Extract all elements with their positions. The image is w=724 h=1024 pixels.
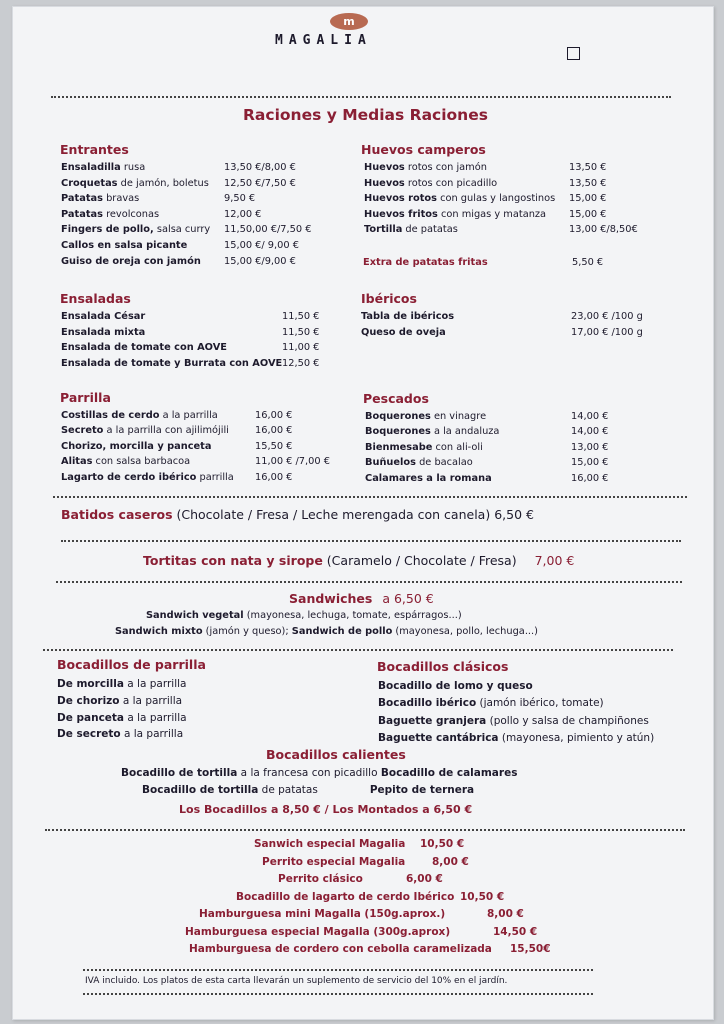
divider — [83, 993, 593, 995]
batidos-price: 6,50 € — [490, 507, 534, 522]
item-price: 15,50 € — [255, 440, 293, 452]
sandwiches-heading: Sandwiches — [289, 591, 373, 606]
menu-item — [61, 178, 209, 189]
item-name: Fingers de pollo, — [61, 224, 154, 236]
menu-item — [365, 457, 473, 468]
item-desc: a la parrilla con ajilimójili — [103, 425, 229, 437]
menu-item — [61, 240, 187, 251]
menu-item — [365, 473, 492, 484]
item-price: 13,50 €/8,00 € — [224, 162, 296, 173]
tortitas-line — [143, 553, 574, 568]
item-price: 13,50 € — [569, 162, 607, 173]
item-desc: en vinagre — [430, 411, 487, 422]
item-price: 15,00 € — [571, 457, 609, 469]
item-price: 11,50 € — [282, 326, 320, 338]
item-name: De chorizo — [57, 694, 120, 707]
item-price: 11,00 € /7,00 € — [255, 456, 330, 468]
item-price: 15,00 € — [569, 208, 607, 220]
divider — [53, 496, 687, 498]
item-name: Bocadillo ibérico — [378, 697, 477, 710]
item-price: 12,50 €/7,50 € — [224, 177, 296, 189]
especial-price: 6,00 € — [406, 873, 443, 885]
item-price: 11,50 € — [282, 311, 320, 322]
item-name: Costillas de cerdo — [61, 410, 160, 421]
menu-item — [378, 697, 604, 709]
huevos-heading: Huevos camperos — [361, 142, 486, 157]
item-price: 17,00 € /100 g — [571, 326, 643, 338]
parrilla-heading: Parrilla — [60, 390, 111, 405]
menu-item — [364, 178, 497, 189]
item-desc: de bacalao — [415, 457, 473, 469]
tortitas-name: Tortitas con nata y sirope — [143, 553, 323, 568]
menu-item — [61, 358, 282, 369]
item-desc: a la andaluza — [430, 426, 500, 438]
boc-parrilla-heading: Bocadillos de parrilla — [57, 657, 206, 672]
ensaladas-heading: Ensaladas — [60, 291, 131, 306]
item-name: Alitas — [61, 456, 93, 468]
menu-item — [61, 311, 145, 322]
item-name: Bocadillo de lomo y queso — [378, 680, 533, 692]
menu-item — [57, 728, 183, 740]
menu-item — [61, 425, 229, 436]
brand-name: MAGALIA — [275, 33, 372, 48]
item-desc: rusa — [120, 162, 146, 173]
ibericos-heading: Ibéricos — [361, 291, 417, 306]
divider — [61, 540, 681, 542]
menu-item — [57, 678, 186, 690]
item-name: Bienmesabe — [365, 441, 433, 453]
item-price: 11,00 € — [282, 342, 320, 354]
item-name: Patatas — [61, 193, 103, 205]
especial-price: 10,50 € — [460, 890, 505, 903]
item-price: 16,00 € — [255, 471, 293, 483]
sandwich-mixto-pollo: Sandwich mixto (jamón y queso); Sandwich de pollo (mayonesa, pollo, lechuga...) — [115, 626, 538, 637]
tortitas-desc: (Caramelo / Chocolate / Fresa) — [322, 553, 517, 568]
menu-item — [364, 162, 487, 173]
item-name: De secreto — [57, 728, 121, 741]
item-desc: revolconas — [102, 208, 160, 220]
item-desc: de patatas — [402, 224, 458, 236]
item-name: Tabla de ibéricos — [361, 311, 455, 322]
item-price: 12,50 € — [282, 357, 320, 369]
menu-item — [61, 209, 159, 220]
item-price: 13,00 €/8,50€ — [569, 224, 638, 236]
menu-item — [364, 193, 555, 204]
item-name: Boquerones — [365, 411, 431, 422]
item-desc: de jamón, boletus — [117, 177, 209, 189]
menu-item — [61, 327, 145, 338]
menu-item — [61, 410, 218, 421]
especial-price: 15,50€ — [510, 943, 551, 955]
item-name: Patatas — [61, 208, 103, 220]
menu-item — [61, 472, 234, 483]
footer-note: IVA incluido. Los platos de esta carta llevarán un suplemento de servicio del 10% en el jardín. — [85, 976, 508, 986]
especial-price: 8,00 € — [487, 908, 524, 920]
batidos-line — [61, 507, 534, 522]
bocadillos-prices: Los Bocadillos a 8,50 € / Los Montados a 6,50 € — [179, 803, 473, 816]
item-desc: a la parrilla — [119, 694, 183, 707]
item-price: 15,00 €/9,00 € — [224, 255, 296, 267]
sandwich-vegetal: Sandwich vegetal (mayonesa, lechuga, tomate, espárragos...) — [146, 610, 462, 621]
item-desc: rotos con picadillo — [404, 177, 498, 189]
item-name: Buñuelos — [365, 457, 416, 469]
item-desc: parrilla — [196, 471, 234, 483]
item-name: Ensalada de tomate con AOVE — [61, 342, 227, 354]
menu-item — [378, 715, 649, 727]
boc-calientes-line1: Bocadillo de tortilla a la francesa con picadillo Bocadillo de calamares — [121, 767, 518, 779]
item-price: 16,00 € — [255, 425, 293, 437]
menu-item — [378, 732, 654, 744]
menu-item — [57, 695, 182, 707]
item-name: Baguette cantábrica — [378, 732, 499, 745]
entrantes-heading: Entrantes — [60, 142, 129, 157]
item-name: Secreto — [61, 425, 104, 437]
item-name: Ensaladilla — [61, 162, 121, 173]
item-name: Lagarto de cerdo ibérico — [61, 471, 197, 483]
item-desc: a la parrilla — [124, 711, 187, 724]
item-name: Huevos fritos — [364, 208, 438, 220]
menu-item — [61, 256, 201, 267]
especial-label: Perrito clásico — [278, 873, 363, 885]
menu-item — [364, 224, 458, 235]
item-desc: con gulas y langostinos — [436, 193, 556, 205]
batidos-name: Batidos caseros — [61, 507, 173, 522]
item-name: Chorizo, morcilla y panceta — [61, 440, 212, 452]
sandwiches-line — [289, 591, 434, 606]
item-price: 14,00 € — [571, 411, 609, 422]
item-price: 13,00 € — [571, 441, 609, 453]
checkbox-icon[interactable] — [567, 47, 580, 60]
item-desc: a la parrilla — [120, 728, 184, 741]
especial-price: 8,00 € — [432, 855, 469, 868]
menu-item — [361, 327, 446, 338]
sandwiches-price: a 6,50 € — [382, 591, 434, 606]
item-desc: rotos con jamón — [404, 162, 487, 173]
menu-item — [365, 411, 486, 422]
item-name: Queso de oveja — [361, 326, 446, 338]
divider — [45, 829, 685, 831]
item-price: 12,00 € — [224, 208, 262, 220]
menu-item — [361, 311, 454, 322]
page-title: Raciones y Medias Raciones — [243, 106, 488, 124]
menu-item — [61, 193, 139, 204]
item-desc: (mayonesa, pimiento y atún) — [498, 732, 655, 745]
item-desc: bravas — [102, 193, 140, 205]
tortitas-price: 7,00 € — [534, 553, 575, 568]
item-price: 14,00 € — [571, 426, 609, 438]
item-price: 15,00 €/ 9,00 € — [224, 240, 299, 251]
magalia-logo: m — [330, 13, 368, 30]
item-desc: salsa curry — [153, 224, 211, 236]
item-price: 15,00 € — [569, 193, 607, 205]
item-name: Guiso de oreja con jamón — [61, 255, 201, 267]
item-name: Calamares a la romana — [365, 472, 492, 484]
especial-price: 10,50 € — [420, 838, 465, 850]
menu-item — [365, 426, 499, 437]
especial-label: Perrito especial Magalia — [262, 855, 406, 868]
extra-patatas-label: Extra de patatas fritas — [363, 257, 488, 268]
item-desc: (pollo y salsa de champiñones — [486, 714, 649, 727]
menu-item — [57, 712, 187, 724]
divider — [83, 969, 593, 971]
item-name: Huevos — [364, 162, 405, 173]
item-desc: con ali-oli — [432, 441, 483, 453]
item-name: Huevos rotos — [364, 193, 437, 205]
item-price: 13,50 € — [569, 177, 607, 189]
item-desc: con salsa barbacoa — [92, 456, 191, 468]
item-name: Huevos — [364, 177, 405, 189]
menu-item — [378, 680, 533, 692]
item-name: Baguette granjera — [378, 714, 487, 727]
item-name: Callos en salsa picante — [61, 240, 188, 251]
menu-sheet — [12, 6, 714, 1020]
pescados-heading: Pescados — [363, 391, 429, 406]
menu-item — [61, 224, 210, 235]
menu-item — [364, 209, 546, 220]
item-price: 11,50,00 €/7,50 € — [224, 224, 312, 236]
menu-item — [61, 162, 145, 173]
item-name: Croquetas — [61, 177, 118, 189]
especial-label: Hamburguesa mini Magalla (150g.aprox.) — [199, 908, 446, 920]
item-name: De morcilla — [57, 678, 124, 690]
item-name: Tortilla — [364, 224, 403, 236]
menu-item — [61, 441, 211, 452]
especial-label: Sanwich especial Magalia — [254, 838, 406, 850]
item-desc: a la parrilla — [159, 410, 218, 421]
item-desc: a la parrilla — [123, 678, 187, 690]
boc-clasicos-heading: Bocadillos clásicos — [377, 659, 509, 674]
divider — [56, 581, 682, 583]
especial-label: Bocadillo de lagarto de cerdo Ibérico — [236, 890, 455, 903]
item-desc: con migas y matanza — [437, 208, 547, 220]
boc-calientes-heading: Bocadillos calientes — [266, 747, 406, 762]
item-name: Ensalada de tomate y Burrata con AOVE — [61, 357, 283, 369]
menu-item — [61, 456, 190, 467]
item-price: 16,00 € — [571, 472, 609, 484]
item-desc: (jamón ibérico, tomate) — [476, 697, 604, 710]
batidos-desc: (Chocolate / Fresa / Leche merengada con canela) — [172, 507, 491, 522]
item-name: Ensalada César — [61, 311, 146, 322]
especial-label: Hamburguesa de cordero con cebolla caramelizada — [189, 943, 492, 955]
item-price: 9,50 € — [224, 193, 256, 205]
extra-patatas-price: 5,50 € — [572, 257, 604, 268]
boc-calientes-line2: Bocadillo de tortilla de patatas Pepito de ternera — [142, 784, 475, 796]
menu-item — [61, 342, 227, 353]
item-name: Boquerones — [365, 426, 431, 438]
item-price: 23,00 € /100 g — [571, 311, 643, 322]
item-name: Ensalada mixta — [61, 326, 146, 338]
divider — [43, 649, 673, 651]
divider — [51, 96, 671, 98]
especial-price: 14,50 € — [493, 925, 538, 938]
menu-item — [365, 442, 483, 453]
item-price: 16,00 € — [255, 410, 293, 421]
item-name: De panceta — [57, 711, 125, 724]
especial-label: Hamburguesa especial Magalla (300g.aprox) — [185, 925, 451, 938]
